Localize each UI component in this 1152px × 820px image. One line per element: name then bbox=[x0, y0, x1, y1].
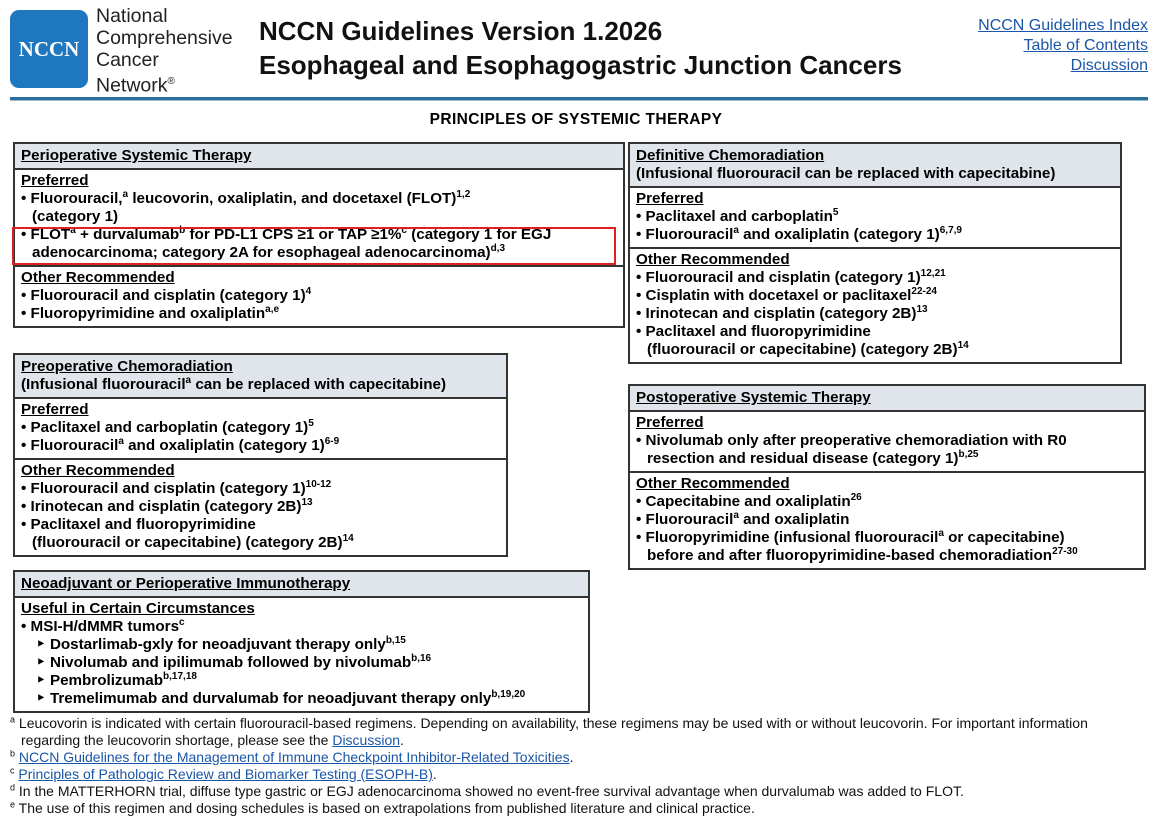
registered-mark: ® bbox=[167, 76, 175, 87]
footnote-mark: b bbox=[10, 748, 16, 759]
postoperative-other bbox=[630, 471, 1144, 568]
list-item: • Irinotecan and cisplatin (category 2B)$^{13}$ bbox=[636, 303, 928, 322]
list-item: • Cisplatin with docetaxel or paclitaxel$^{22-24}$ bbox=[636, 285, 937, 304]
reference-sup: b,19,20 bbox=[491, 688, 526, 700]
org-line-2: Comprehensive bbox=[96, 27, 233, 49]
preoperative-other bbox=[15, 458, 506, 555]
list-item: • Paclitaxel and fluoropyrimidine (fluorouracil or capecitabine) (category 2B)$^{14}$ bbox=[636, 323, 969, 358]
table-of-contents-link[interactable]: Table of Contents bbox=[1023, 37, 1148, 54]
logo-label: NCCN bbox=[18, 36, 80, 61]
other-recommended-label: Other Recommended bbox=[636, 475, 790, 492]
reference-sup: 12,21 bbox=[920, 267, 946, 279]
perioperative-preferred bbox=[15, 170, 623, 265]
list-item: • Fluoropyrimidine (infusional fluorouracil$^a$ or capecitabine) before and after fluoropyrimidine-based chemoradiation$^{27-30}$ bbox=[636, 527, 1078, 564]
list-item: • Fluorouracil,$^a$ leucovorin, oxaliplatin, and docetaxel (FLOT)$^{1,2}$ (category 1) bbox=[21, 188, 471, 225]
list-item: • Fluorouracil$^a$ and oxaliplatin (category 1)$^{6-9}$ bbox=[21, 435, 340, 454]
item-text: Fluorouracil bbox=[30, 437, 119, 454]
page-title: PRINCIPLES OF SYSTEMIC THERAPY bbox=[429, 111, 723, 128]
footnote-e bbox=[10, 800, 1140, 817]
reference-sup: 26 bbox=[850, 491, 862, 503]
preferred-label: Preferred bbox=[21, 172, 89, 189]
item-text: Capecitabine and oxaliplatin bbox=[645, 493, 851, 510]
list-item: • Fluoropyrimidine and oxaliplatin$^{a,e}$ bbox=[21, 303, 280, 322]
item-text: Cisplatin with docetaxel or paclitaxel bbox=[645, 287, 912, 304]
item-text: and oxaliplatin (category 1) bbox=[123, 437, 325, 454]
reference-sup: b,15 bbox=[385, 634, 406, 646]
item-text: and oxaliplatin (category 1) bbox=[738, 226, 940, 243]
footnote-ref: a,e bbox=[265, 303, 280, 315]
immunotherapy-toxicities-link[interactable]: NCCN Guidelines for the Management of Immune Checkpoint Inhibitor-Related Toxicities bbox=[18, 749, 570, 765]
preferred-label: Preferred bbox=[21, 401, 89, 418]
preoperative-subtitle bbox=[21, 376, 501, 394]
item-text: Dostarlimab-gxly for neoadjuvant therapy only bbox=[49, 636, 386, 653]
item-text: leucovorin, oxaliplatin, and docetaxel (FLOT) bbox=[128, 190, 457, 207]
reference-sup: 5 bbox=[308, 417, 314, 429]
footnote-mark: d bbox=[10, 782, 16, 793]
list-item: • Paclitaxel and fluoropyrimidine (fluorouracil or capecitabine) (category 2B)$^{14}$ bbox=[21, 516, 354, 551]
definitive-other bbox=[630, 247, 1120, 362]
other-recommended-label: Other Recommended bbox=[636, 251, 790, 268]
reference-sup: 6-9 bbox=[324, 435, 340, 447]
list-item-highlighted: • $FLOT^a$ + durvalumab$^b$ for PD-L1 CPS ≥1 or TAP ≥1%$^c$ (category 1 for EGJ adenocarcinoma; category 2A for esophageal adenocarcinoma)$^{d,3}$ bbox=[21, 224, 552, 261]
org-line-4 bbox=[96, 71, 256, 97]
other-recommended-label: Other Recommended bbox=[21, 462, 175, 479]
item-text: Pembrolizumab bbox=[49, 672, 164, 689]
list-item: • Fluorouracil$^a$ and oxaliplatin bbox=[636, 509, 850, 528]
item-text: Nivolumab only after preoperative chemoradiation with R0 bbox=[645, 432, 1067, 449]
item-text: (fluorouracil or capecitabine) (category 2B) bbox=[647, 341, 958, 358]
reference-sup: 22-24 bbox=[911, 285, 937, 297]
other-recommended-label: Other Recommended bbox=[21, 269, 175, 286]
reference-sup: 13 bbox=[916, 303, 928, 315]
footnote-text: Leucovorin is indicated with certain fluorouracil-based regimens. Depending on availability, these regimens may be used with or without leucovorin. For important information regarding the leucovorin shortage, please see the bbox=[18, 715, 1088, 748]
reference-sup: b,16 bbox=[411, 652, 432, 664]
list-item: • MSI-H/dMMR tumors$^c$ bbox=[21, 616, 185, 635]
item-text: (category 1 for EGJ adenocarcinoma; category 2A for esophageal adenocarcinoma) bbox=[32, 226, 552, 261]
item-text: Nivolumab and ipilimumab followed by nivolumab bbox=[49, 654, 412, 671]
perioperative-title: Perioperative Systemic Therapy bbox=[21, 147, 252, 164]
reference-sup: 27-30 bbox=[1052, 545, 1078, 557]
preferred-label: Preferred bbox=[636, 190, 704, 207]
guidelines-index-link[interactable]: NCCN Guidelines Index bbox=[978, 17, 1148, 34]
footnote-mark: c bbox=[10, 765, 15, 776]
footnote-ref: a bbox=[733, 224, 739, 236]
footnotes bbox=[10, 715, 1140, 817]
item-text: Paclitaxel and fluoropyrimidine bbox=[645, 323, 871, 340]
footnote-mark: a bbox=[10, 714, 16, 725]
item-text: Fluorouracil bbox=[645, 226, 734, 243]
footnote-d bbox=[10, 783, 1140, 800]
nccn-logo bbox=[10, 10, 88, 88]
reference-sup: 14 bbox=[957, 339, 969, 351]
org-line-3: Cancer bbox=[96, 49, 159, 71]
list-item: • Fluorouracil and cisplatin (category 1)$^{12,21}$ bbox=[636, 267, 946, 286]
list-item: • Paclitaxel and carboplatin$^5$ bbox=[636, 206, 839, 225]
perioperative-header bbox=[15, 144, 623, 170]
nav-links bbox=[978, 16, 1148, 76]
sub-list-item: ‣ Nivolumab and ipilimumab followed by nivolumab$^{b,16}$ bbox=[36, 652, 432, 671]
reference-sup: b,25 bbox=[958, 448, 979, 460]
preoperative-box bbox=[13, 353, 508, 557]
footnote-mark: e bbox=[10, 799, 16, 810]
header-rule-light bbox=[10, 100, 1148, 101]
item-text: (category 1) bbox=[32, 208, 119, 225]
guideline-topic: Esophageal and Esophagogastric Junction Cancers bbox=[259, 50, 902, 80]
footnote-text: . bbox=[432, 766, 437, 782]
organization-name bbox=[96, 5, 256, 97]
item-text: (fluorouracil or capecitabine) (category 2B) bbox=[32, 534, 343, 551]
footnote-ref: a bbox=[938, 527, 944, 539]
footnote-ref: b bbox=[179, 224, 186, 236]
reference-sup: 4 bbox=[305, 285, 312, 297]
reference-sup: b,17,18 bbox=[163, 670, 197, 682]
footnote-a bbox=[10, 715, 1140, 749]
org-line-1: National bbox=[96, 5, 168, 27]
sub-list-item: ‣ Pembrolizumab$^{b,17,18}$ bbox=[36, 670, 197, 689]
item-text: Tremelimumab and durvalumab for neoadjuvant therapy only bbox=[49, 690, 492, 707]
list-item: • Capecitabine and oxaliplatin$^{26}$ bbox=[636, 491, 862, 510]
footnote-ref: a bbox=[70, 224, 76, 236]
definitive-box bbox=[628, 142, 1122, 364]
immunotherapy-box bbox=[13, 570, 590, 713]
footnote-b bbox=[10, 749, 1140, 766]
footnote-discussion-link[interactable]: Discussion bbox=[332, 732, 401, 748]
sub-list-item: ‣ Tremelimumab and durvalumab for neoadjuvant therapy only$^{b,19,20}$ bbox=[36, 688, 526, 707]
reference-sup: d,3 bbox=[490, 242, 506, 254]
reference-sup: 6,7,9 bbox=[939, 224, 962, 236]
definitive-subtitle: (Infusional fluorouracil can be replaced with capecitabine) bbox=[636, 165, 1056, 182]
list-item: • Nivolumab only after preoperative chemoradiation with R0 resection and residual disease (category 1)$^{b,25}$ bbox=[636, 432, 1067, 467]
item-text: MSI-H/dMMR tumors bbox=[30, 618, 180, 635]
item-text: FLOT bbox=[30, 226, 71, 243]
postoperative-preferred bbox=[630, 412, 1144, 471]
pathologic-review-link[interactable]: Principles of Pathologic Review and Biomarker Testing (ESOPH-B) bbox=[18, 766, 433, 782]
definitive-preferred bbox=[630, 188, 1120, 247]
immunotherapy-title: Neoadjuvant or Perioperative Immunotherapy bbox=[21, 575, 351, 592]
footnote-text: In the MATTERHORN trial, diffuse type gastric or EGJ adenocarcinoma showed no event-free survival advantage when durvalumab was added to FLOT. bbox=[18, 783, 964, 799]
list-item: • Fluorouracil and cisplatin (category 1)$^4$ bbox=[21, 285, 312, 304]
useful-label: Useful in Certain Circumstances bbox=[21, 600, 255, 617]
item-text: + durvalumab bbox=[75, 226, 180, 243]
org-line-4-text: Network bbox=[96, 74, 168, 97]
perioperative-box bbox=[13, 142, 625, 328]
item-text: before and after fluoropyrimidine-based chemoradiation bbox=[647, 547, 1053, 564]
preoperative-title: Preoperative Chemoradiation bbox=[21, 358, 233, 375]
list-item: • Paclitaxel and carboplatin (category 1)$^5$ bbox=[21, 417, 314, 436]
footnote-text: The use of this regimen and dosing schedules is based on extrapolations from published literature and clinical practice. bbox=[18, 800, 755, 816]
item-text: Paclitaxel and fluoropyrimidine bbox=[30, 516, 256, 533]
footnote-c bbox=[10, 766, 1140, 783]
item-text: Fluoropyrimidine (infusional fluorouracil bbox=[645, 529, 939, 546]
item-text: Paclitaxel and carboplatin bbox=[645, 208, 833, 225]
definitive-header bbox=[630, 144, 1120, 188]
footnote-text: . bbox=[569, 749, 574, 765]
item-text: Irinotecan and cisplatin (category 2B) bbox=[30, 498, 302, 515]
item-text: Fluorouracil and cisplatin (category 1) bbox=[30, 480, 306, 497]
postoperative-box bbox=[628, 384, 1146, 570]
postoperative-header bbox=[630, 386, 1144, 412]
discussion-link[interactable]: Discussion bbox=[1070, 57, 1148, 74]
item-text: resection and residual disease (category 1) bbox=[647, 450, 959, 467]
immunotherapy-useful bbox=[15, 598, 588, 711]
preoperative-header bbox=[15, 355, 506, 399]
perioperative-other bbox=[15, 265, 623, 326]
footnote-text: . bbox=[400, 732, 404, 748]
item-text: Fluorouracil, bbox=[30, 190, 123, 207]
footnote-ref: a bbox=[185, 374, 192, 386]
footnote-ref: a bbox=[733, 509, 739, 521]
reference-sup: 10-12 bbox=[305, 478, 332, 490]
guideline-version: NCCN Guidelines Version 1.2026 bbox=[259, 16, 663, 46]
item-text: Fluorouracil bbox=[645, 511, 734, 528]
reference-sup: 5 bbox=[832, 206, 839, 218]
list-item: • Irinotecan and cisplatin (category 2B)$^{13}$ bbox=[21, 496, 313, 515]
footnote-ref: c bbox=[401, 224, 407, 236]
preoperative-preferred bbox=[15, 399, 506, 458]
reference-sup: 14 bbox=[342, 532, 354, 544]
item-text: or capecitabine) bbox=[943, 529, 1065, 546]
item-text: Fluorouracil and cisplatin (category 1) bbox=[30, 287, 306, 304]
list-item: • Fluorouracil and cisplatin (category 1)$^{10-12}$ bbox=[21, 478, 332, 497]
subtitle-text: (Infusional fluorouracil bbox=[21, 376, 186, 393]
subtitle-text: can be replaced with capecitabine) bbox=[191, 376, 447, 393]
reference-sup: 1,2 bbox=[456, 188, 471, 200]
sub-list-item: ‣ Dostarlimab-gxly for neoadjuvant therapy only$^{b,15}$ bbox=[36, 634, 406, 653]
footnote-ref: a bbox=[122, 188, 129, 200]
postoperative-title: Postoperative Systemic Therapy bbox=[636, 389, 871, 406]
reference-sup: 13 bbox=[301, 496, 313, 508]
item-text: for PD-L1 CPS ≥1 or TAP ≥1% bbox=[185, 226, 402, 243]
footnote-ref: c bbox=[179, 616, 185, 628]
immunotherapy-header bbox=[15, 572, 588, 598]
definitive-title: Definitive Chemoradiation bbox=[636, 147, 825, 164]
item-text: Fluoropyrimidine and oxaliplatin bbox=[30, 305, 266, 322]
item-text: Paclitaxel and carboplatin (category 1) bbox=[30, 419, 309, 436]
preferred-label: Preferred bbox=[636, 414, 704, 431]
item-text: Fluorouracil and cisplatin (category 1) bbox=[645, 269, 921, 286]
list-item: • Fluorouracil$^a$ and oxaliplatin (category 1)$^{6,7,9}$ bbox=[636, 224, 962, 243]
footnote-ref: a bbox=[118, 435, 124, 447]
document-title bbox=[259, 14, 902, 82]
item-text: and oxaliplatin bbox=[738, 511, 850, 528]
item-text: Irinotecan and cisplatin (category 2B) bbox=[645, 305, 917, 322]
